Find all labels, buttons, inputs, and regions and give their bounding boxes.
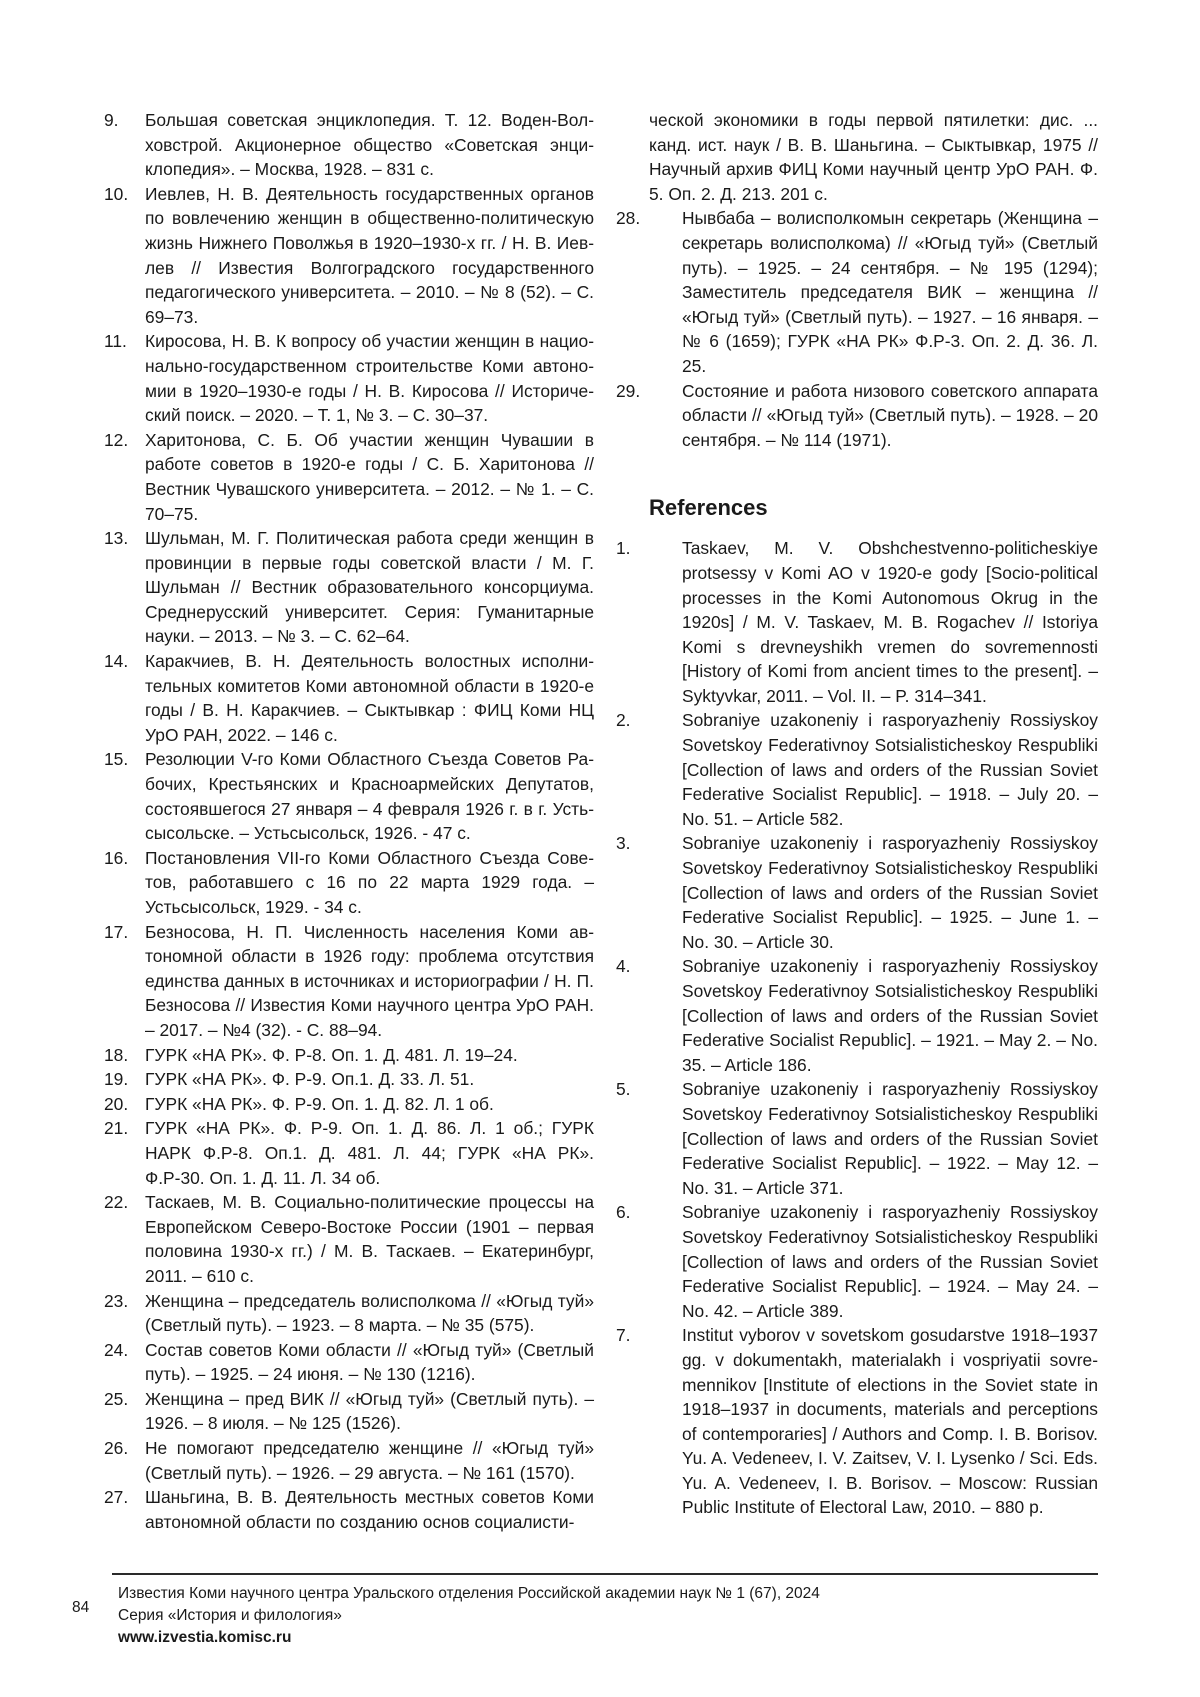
reference-text: Женщина – пред ВИК // «Югыд туй» (Светлый путь). – 1926. – 8 июля. – № 125 (1526).: [145, 1388, 594, 1434]
reference-text: Большая советская энциклопедия. Т. 12. Воден-Волховстрой. Акционерное общество «Советская энциклопедия». – Москва, 1928. – 831 с.: [145, 110, 594, 180]
reference-item: [104, 108, 594, 182]
reference-en-text: Sobraniye uzakoneniy i rasporyazheniy Rossiyskoy Sovetskoy Federativnoy Sotsialisticheskoy Respubliki [Collection of laws and orders of the Russian Soviet Federative Socialist Republic]. – 1918. – July 20. – No. 51. – Article 582.: [682, 710, 1098, 829]
reference-item: [104, 1338, 594, 1387]
reference-en-text: Sobraniye uzakoneniy i rasporyazheniy Rossiyskoy Sovetskoy Federativnoy Sotsialisticheskoy Respubliki [Collection of laws and orders of the Russian Soviet Federative Socialist Republic]. – 1921. – May 2. – No. 35. – Article 186.: [682, 956, 1098, 1075]
reference-number: 27.: [104, 1487, 129, 1508]
reference-en-number: 2.: [616, 710, 631, 731]
reference-number: 24.: [104, 1339, 129, 1360]
reference-en-number: 1.: [616, 538, 631, 559]
reference-27-continuation: ческой экономики в годы первой пятилетки: дис. ... канд. ист. наук / В. В. Шаньгина. – Сыктывкар, 1975 // Научный архив ФИЦ Коми научный центр УрО РАН. Ф. 5. Оп. 2. Д. 213. 201 с.: [649, 110, 1098, 204]
reference-number: 26.: [104, 1438, 129, 1459]
reference-text: ГУРК «НА РК». Ф. Р-9. Оп.1. Д. 33. Л. 51.: [145, 1069, 475, 1090]
reference-number: 16.: [104, 847, 129, 868]
reference-item: [104, 920, 594, 1043]
reference-number: 20.: [104, 1093, 129, 1114]
left-column: [104, 108, 594, 1534]
reference-number: 10.: [104, 183, 129, 204]
reference-number: 29.: [616, 380, 641, 401]
reference-en-text: Taskaev, M. V. Obshchestvenno-politicheskiye protsessy v Komi AO v 1920-e gody [Socio-political processes in the Komi Autonomous Okrug in the 1920s] / M. V. Taskaev, M. B. Rogachev // Istoriya Komi s drevneyshikh vremen do sovremennosti [History of Komi from ancient times to the present]. – Syktyvkar, 2011. – Vol. II. – P. 314–341.: [682, 538, 1098, 706]
reference-en-item: [616, 1200, 1098, 1323]
reference-text: Шаньгина, В. В. Деятельность местных советов Коми автономной области по созданию основ социалисти-: [145, 1487, 594, 1532]
reference-en-text: Sobraniye uzakoneniy i rasporyazheniy Rossiyskoy Sovetskoy Federativnoy Sotsialisticheskoy Respubliki [Collection of laws and orders of the Russian Soviet Federative Socialist Republic]. – 1924. – May 24. – No. 42. – Article 389.: [682, 1202, 1098, 1321]
reference-en-number: 4.: [616, 956, 631, 977]
reference-text: Харитонова, С. Б. Об участии женщин Чувашии в работе советов в 1920-е годы / С. Б. Харитонова // Вестник Чувашского университета. – 2012. – № 1. – С. 70–75.: [145, 429, 594, 524]
reference-text: Женщина – председатель волисполкома // «Югыд туй» (Светлый путь). – 1923. – 8 марта. – № 35 (575).: [145, 1290, 594, 1336]
reference-item: [104, 329, 594, 427]
reference-item: [104, 1436, 594, 1485]
reference-item: [104, 1190, 594, 1288]
reference-text: Безносова, Н. П. Численность населения Коми автономной области в 1926 году: проблема отсутствия единства данных в источниках и историографии / Н. П. Безносова // Известия Коми научного центра УрО РАН. – 2017. – №4 (32). - С. 88–94.: [145, 921, 594, 1040]
reference-item: [104, 1289, 594, 1338]
reference-item: [104, 747, 594, 845]
reference-en-item: [616, 708, 1098, 831]
journal-title: Известия Коми научного центра Уральского отделения Российской академии наук № 1 (67), 2024: [118, 1585, 820, 1602]
reference-number: 11.: [104, 331, 127, 352]
reference-en-text: Sobraniye uzakoneniy i rasporyazheniy Rossiyskoy Sovetskoy Federativnoy Sotsialisticheskoy Respubliki [Collection of laws and orders of the Russian Soviet Federative Socialist Republic]. – 1925. – June 1. – No. 30. – Article 30.: [682, 833, 1098, 952]
reference-item: [616, 379, 1098, 453]
reference-en-number: 7.: [616, 1325, 631, 1346]
reference-number: 15.: [104, 749, 129, 770]
reference-en-item: [616, 1077, 1098, 1200]
reference-item: [104, 649, 594, 747]
reference-text: Шульман, М. Г. Политическая работа среди женщин в провинции в первые годы советской власти / М. Г. Шульман // Вестник образовательного консорциума. Среднерусский университет. Серия: Гуманитарные науки. – 2013. – № 3. – С. 62–64.: [145, 528, 594, 647]
reference-en-text: Sobraniye uzakoneniy i rasporyazheniy Rossiyskoy Sovetskoy Federativnoy Sotsialisticheskoy Respubliki [Collection of laws and orders of the Russian Soviet Federative Socialist Republic]. – 1922. – May 12. – No. 31. – Article 371.: [682, 1079, 1098, 1198]
reference-item: [104, 1092, 594, 1117]
reference-en-text: Institut vyborov v sovetskom gosudarstve 1918–1937 gg. v dokumentakh, materialakh i vospriyatii sovremennikov [Institute of elections in the Soviet state in 1918–1937 in documents, materials and perceptions of contemporaries] / Authors and Comp. I. B. Borisov. Yu. A. Vedeneev, I. V. Zaitsev, V. I. Lysenko / Sci. Eds. Yu. A. Vedeneev, I. B. Borisov. – Moscow: Russian Public Institute of Electoral Law, 2010. – 880 p.: [682, 1325, 1099, 1518]
reference-en-number: 3.: [616, 833, 631, 854]
reference-item: [616, 206, 1098, 378]
reference-item: [104, 846, 594, 920]
reference-list-ru-part2: [616, 206, 1098, 452]
reference-number: 19.: [104, 1069, 129, 1090]
reference-item: [104, 526, 594, 649]
reference-text: Состояние и работа низового советского аппарата области // «Югыд туй» (Светлый путь). – 1928. – 20 сентября. – № 114 (1971).: [682, 380, 1098, 450]
reference-en-number: 6.: [616, 1202, 631, 1223]
reference-en-item: [616, 954, 1098, 1077]
reference-item: [104, 1387, 594, 1436]
reference-text: Резолюции V-го Коми Областного Съезда Советов Рабочих, Крестьянских и Красноармейских Депутатов, состоявшегося 27 января – 4 февраля 1926 г. в г. Устьсысольске. – Устьсысольск, 1926. - 47 с.: [145, 749, 594, 844]
reference-number: 23.: [104, 1290, 129, 1311]
reference-number: 18.: [104, 1044, 129, 1065]
reference-item: [104, 428, 594, 526]
reference-text: Таскаев, М. В. Социально-политические процессы на Европейском Северо-Востоке России (1901 – первая половина 1930-х гг.) / М. В. Таскаев. – Екатеринбург, 2011. – 610 с.: [145, 1192, 594, 1286]
reference-item: [104, 182, 594, 330]
reference-text: ГУРК «НА РК». Ф. Р-9. Оп. 1. Д. 82. Л. 1 об.: [145, 1093, 494, 1114]
reference-number: 28.: [616, 208, 641, 229]
reference-text: Каракчиев, В. Н. Деятельность волостных исполнительных комитетов Коми автономной области в 1920-е годы / В. Н. Каракчиев. – Сыктывкар : ФИЦ Коми НЦ УрО РАН, 2022. – 146 с.: [145, 651, 594, 745]
reference-item: [104, 1116, 594, 1190]
reference-item: [104, 1067, 594, 1092]
reference-en-item: [616, 831, 1098, 954]
reference-number: 12.: [104, 429, 129, 450]
references-heading: References: [649, 495, 768, 521]
reference-number: 13.: [104, 528, 129, 549]
reference-en-item: [616, 536, 1098, 708]
reference-text: Постановления VII-го Коми Областного Съезда Советов, работавшего с 16 по 22 марта 1929 года. – Устьсысольск, 1929. - 34 с.: [145, 847, 594, 917]
journal-url[interactable]: www.izvestia.komisc.ru: [118, 1629, 292, 1646]
reference-number: 9.: [104, 110, 119, 130]
reference-number: 17.: [104, 921, 129, 942]
reference-text: ГУРК «НА РК». Ф. Р-8. Оп. 1. Д. 481. Л. 19–24.: [145, 1044, 518, 1065]
reference-text: Состав советов Коми области // «Югыд туй» (Светлый путь). – 1925. – 24 июня. – № 130 (1216).: [145, 1339, 594, 1385]
reference-number: 21.: [104, 1118, 129, 1139]
reference-text: Нывбаба – волисполкомын секретарь (Женщина – секретарь волисполкома) // «Югыд туй» (Светлый путь). – 1925. – 24 сентября. – № 195 (1294); Заместитель председателя ВИК – женщина // «Югыд туй» (Светлый путь). – 1927. – 16 января. – № 6 (1659); ГУРК «НА РК» Ф.Р-3. Оп. 2. Д. 36. Л. 25.: [682, 208, 1098, 376]
reference-text: Киросова, Н. В. К вопросу об участии женщин в национально-государственном строительстве Коми автономии в 1920–1930-е годы / Н. В. Киросова // Исторический поиск. – 2020. – Т. 1, № 3. – С. 30–37.: [145, 331, 594, 426]
reference-en-item: [616, 1323, 1099, 1520]
reference-en-number: 5.: [616, 1079, 631, 1100]
journal-series: Серия «История и филология»: [118, 1607, 342, 1624]
journal-footer: [118, 1583, 820, 1649]
reference-text: Иевлев, Н. В. Деятельность государственных органов по вовлечению женщин в общественно-политическую жизнь Нижнего Поволжья в 1920–1930-х гг. / Н. В. Иевлев // Известия Волгоградского государственного педагогического университета. – 2010. – № 8 (52). – С. 69–73.: [145, 183, 594, 327]
reference-number: 14.: [104, 651, 129, 672]
reference-number: 22.: [104, 1192, 129, 1213]
reference-list-ru-part1: [104, 108, 594, 1534]
reference-list-en: [616, 536, 1098, 1520]
right-column: [616, 108, 1098, 1520]
reference-number: 25.: [104, 1388, 129, 1409]
reference-text: Не помогают председателю женщине // «Югыд туй» (Светлый путь). – 1926. – 29 августа. – № 161 (1570).: [145, 1438, 594, 1483]
reference-item: [104, 1043, 594, 1068]
page-number: 84: [72, 1599, 90, 1616]
reference-text: ГУРК «НА РК». Ф. Р-9. Оп. 1. Д. 86. Л. 1 об.; ГУРК НАРК Ф.Р-8. Оп.1. Д. 481. Л. 44; ГУРК «НА РК». Ф.Р-30. Оп. 1. Д. 11. Л. 34 об.: [145, 1118, 594, 1188]
reference-item: [104, 1485, 594, 1534]
footer-divider: [112, 1573, 1098, 1575]
